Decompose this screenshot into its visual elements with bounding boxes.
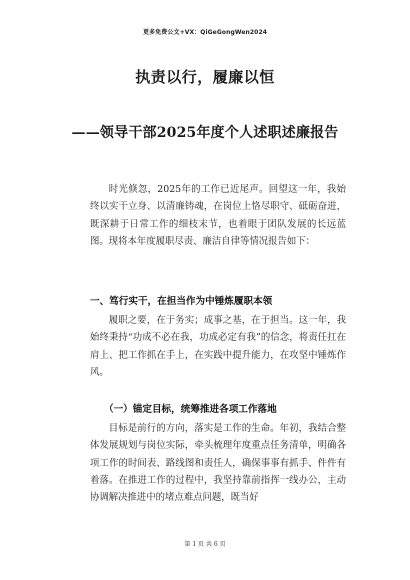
section1-paragraph: 履职之要，在于务实；成事之基，在于担当。这一年，我始终秉持“功成不必在我，功成必定有我”的信念，将责任扛在肩上、把工作抓在手上，在实践中提升能力，在攻坚中锤炼作风。 [90,315,346,378]
subsection-heading-1: （一）锚定目标，统筹推进各项工作落地 [104,404,277,415]
section-heading-1: 一、笃行实干，在担当作为中锤炼履职本领 [90,296,273,307]
subsection1-paragraph-block [90,420,346,506]
intro-paragraph: 时光倏忽，2025年的工作已近尾声。回望这一年，我始终以实干立身、以清廉铸魂，在岗位上恪尽职守、砥砺奋进，既深耕于日常工作的细枝末节，也着眼于团队发展的长远蓝图。现将本年度履职尽责、廉洁自律等情况报告如下： [90,184,346,247]
subsection1-paragraph: 目标是前行的方向，落实是工作的生命。年初，我结合整体发展规划与岗位实际，牵头梳理年度重点任务清单，明确各项工作的时间表、路线图和责任人，确保事事有抓手、件件有着落。在推进工作的过程中，我坚持靠前指挥一线办公，主动协调解决推进中的堵点难点问题，既当好 [90,423,346,504]
header-note: 更多免费公文+VX：QiGeGongWen2024 [142,29,267,36]
section1-paragraph-block [90,312,346,381]
document-subtitle: ——领导干部2025年度个人述职述廉报告 [71,125,339,141]
intro-paragraph-block [90,181,346,250]
page-footer: 第 1 页 共 6 页 [184,541,226,548]
document-title: 执责以行，履廉以恒 [135,68,275,86]
